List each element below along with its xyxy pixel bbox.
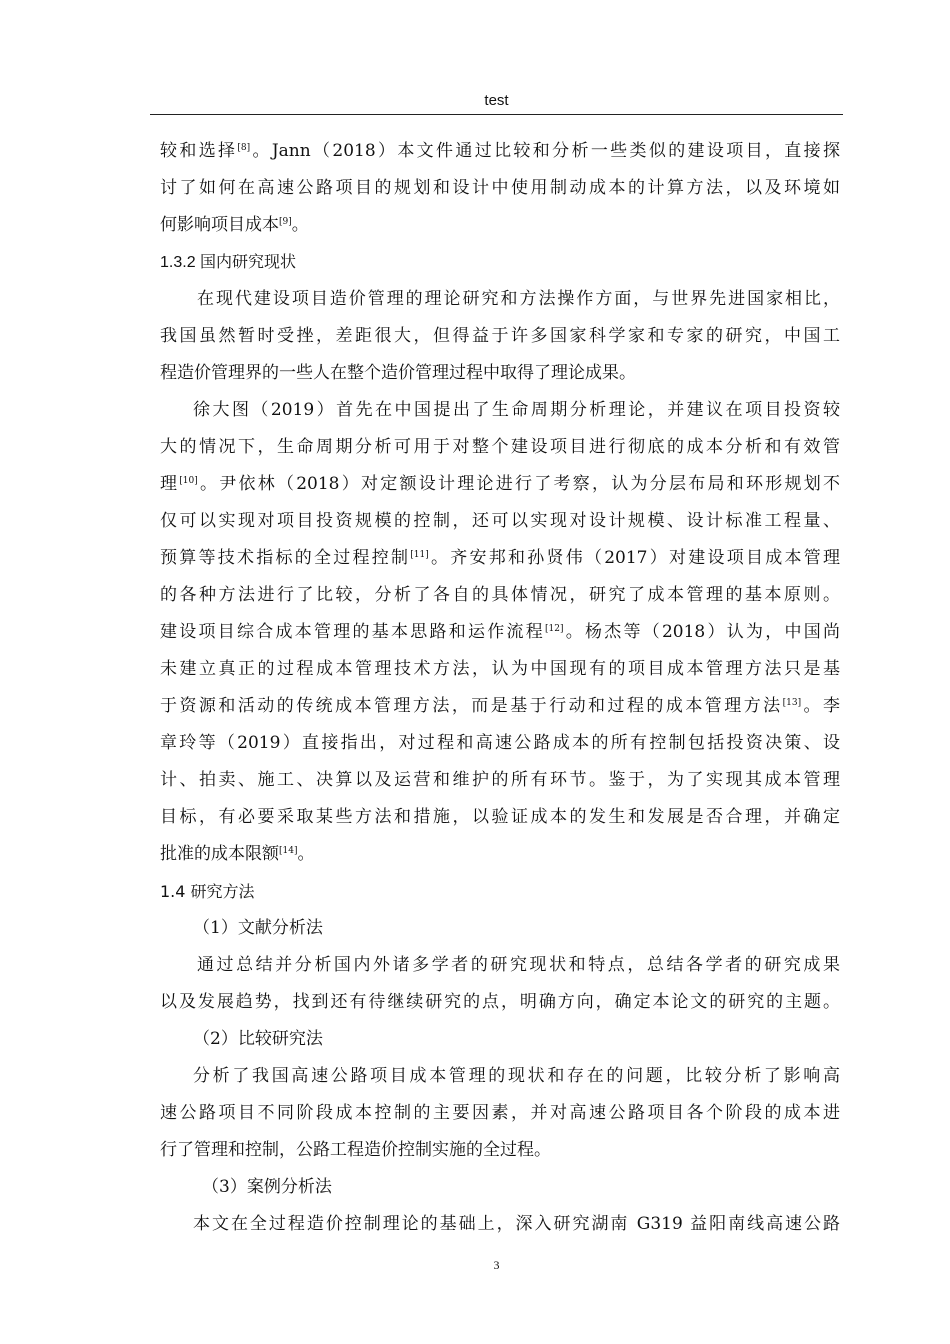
method-heading-1: （1）文献分析法 [193,918,323,938]
citation: [13] [782,698,802,708]
paragraph-line [160,688,840,725]
section-heading-1-3-2: 1.3.2 国内研究现状 [160,254,297,271]
citation: [9] [279,217,292,227]
text-run: 。尹依林（2018）对定额设计理论进行了考察，认为分层布局和环形规划不 [197,474,840,494]
paragraph-line [160,540,840,577]
document-body [160,133,840,1243]
paragraph-line: 行了管理和控制，公路工程造价控制实施的全过程。 [160,1140,551,1160]
paragraph-line: 章玲等（2019）直接指出，对过程和高速公路成本的所有控制包括投资决策、设 [160,733,840,753]
paragraph-line: 的各种方法进行了比较，分析了各自的具体情况，研究了成本管理的基本原则。 [160,585,840,605]
paragraph-line: 仅可以实现对项目投资规模的控制，还可以实现对设计规模、设计标准工程量、 [160,511,840,531]
method-heading-2: （2）比较研究法 [193,1029,323,1049]
paragraph-line: 分析了我国高速公路项目成本管理的现状和存在的问题，比较分析了影响高 [193,1066,840,1086]
paragraph-line [160,614,840,651]
paragraph-line: 程造价管理界的一些人在整个造价管理过程中取得了理论成果。 [160,363,636,383]
section-heading-1-4: 1.4 研究方法 [160,882,255,901]
text-run: 预算等技术指标的全过程控制 [160,548,411,568]
text-run: 。李 [801,696,841,716]
paragraph-line: 通过总结并分析国内外诸多学者的研究现状和特点，总结各学者的研究成果 [197,955,840,975]
paragraph-line: 本文在全过程造价控制理论的基础上，深入研究湖南 G319 益阳南线高速公路 [193,1214,840,1234]
text-run: 。 [291,215,309,235]
paragraph-line: 未建立真正的过程成本管理技术方法，认为中国现有的项目成本管理方法只是基 [160,659,840,679]
paragraph-line: 速公路项目不同阶段成本控制的主要因素，并对高速公路项目各个阶段的成本进 [160,1103,840,1123]
citation: [10] [179,476,198,486]
method-heading-3: （3）案例分析法 [202,1177,332,1197]
text-run: 建设项目综合成本管理的基本思路和运作流程 [160,622,545,642]
paragraph-line: 以及发展趋势，找到还有待继续研究的点，明确方向，确定本论文的研究的主题。 [160,992,840,1012]
text-run: 。杨杰等（2018）认为，中国尚 [563,622,840,642]
paragraph-line: 目标，有必要采取某些方法和措施，以验证成本的发生和发展是否合理，并确定 [160,807,840,827]
citation: [11] [410,550,429,560]
paragraph-line [160,133,840,170]
text-run: 批准的成本限额 [160,844,279,864]
text-run: 理 [160,474,180,494]
page-number: 3 [493,1258,500,1272]
text-run: 较和选择 [160,141,238,161]
text-run: 。Jann（2018）本文件通过比较和分析一些类似的建设项目，直接探 [250,141,840,161]
paragraph-line: 我国虽然暂时受挫，差距很大，但得益于许多国家科学家和专家的研究，中国工 [160,326,840,346]
paragraph-line [160,207,840,244]
paragraph-line: 在现代建设项目造价管理的理论研究和方法操作方面，与世界先进国家相比， [197,289,840,309]
page-header: test [484,92,509,109]
paragraph-line: 大的情况下，生命周期分析可用于对整个建设项目进行彻底的成本分析和有效管 [160,437,840,457]
paragraph-line [160,466,840,503]
paragraph-line: 讨了如何在高速公路项目的规划和设计中使用制动成本的计算方法，以及环境如 [160,178,840,198]
text-run: 。齐安邦和孙贤伟（2017）对建设项目成本管理 [428,548,840,568]
text-run: 。 [297,844,315,864]
text-run: 何影响项目成本 [160,215,279,235]
citation: [14] [279,846,298,856]
paragraph-line: 计、拍卖、施工、决算以及运营和维护的所有环节。鉴于，为了实现其成本管理 [160,770,840,790]
text-run: 于资源和活动的传统成本管理方法，而是基于行动和过程的成本管理方法 [160,696,783,716]
paragraph-line: 徐大图（2019）首先在中国提出了生命周期分析理论，并建议在项目投资较 [193,400,840,420]
header-rule [150,114,843,115]
citation: [8] [237,143,251,153]
paragraph-line [160,836,840,873]
citation: [12] [545,624,564,634]
